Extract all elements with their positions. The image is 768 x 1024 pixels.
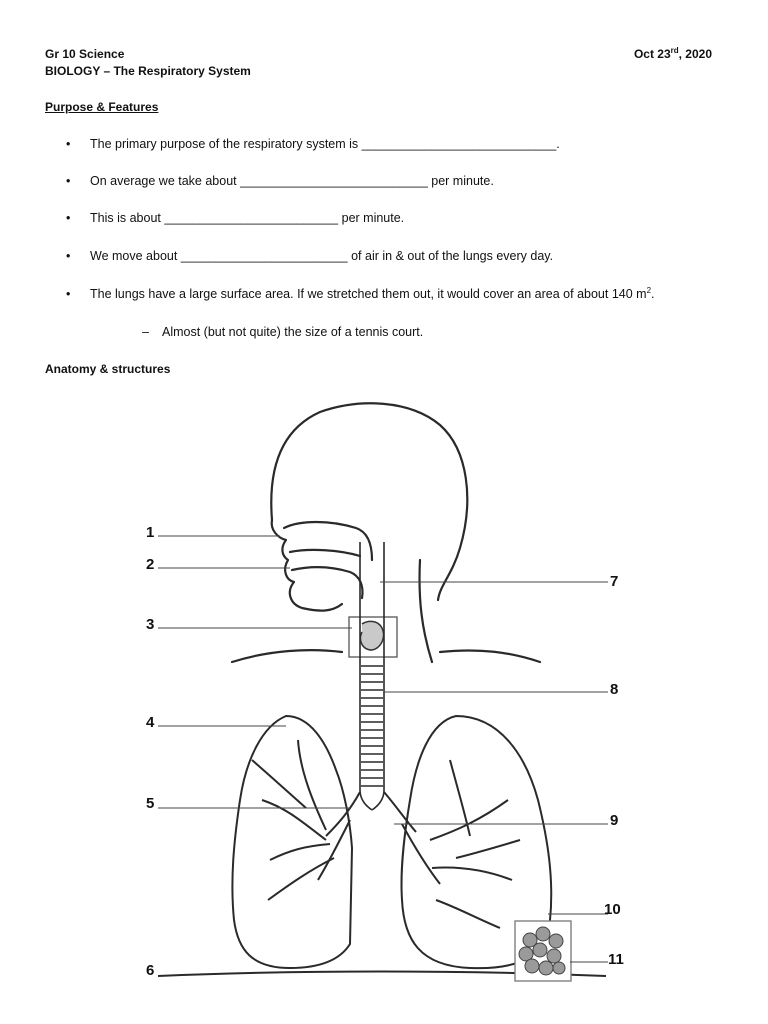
alveoli-cluster (519, 927, 565, 975)
date-superscript: rd (670, 46, 679, 55)
label-5: 5 (146, 795, 155, 812)
bullet-text: We move about ________________________ of air in & out of the lungs every day. (90, 249, 554, 263)
label-leader-lines (158, 536, 608, 962)
bullet-marker: • (66, 211, 71, 225)
date-prefix: Oct 23 (633, 47, 671, 61)
bullet-superscript: 2 (646, 285, 652, 295)
bullet-suffix: . (651, 287, 655, 301)
label-8: 8 (610, 681, 619, 698)
larynx-shape (360, 621, 383, 650)
bullet-marker: • (66, 249, 71, 263)
label-10: 10 (604, 901, 621, 918)
anatomy-section-title: Anatomy & structures (45, 362, 171, 376)
date-suffix: , 2020 (678, 47, 712, 61)
bullet-text: On average we take about ___________________________ per minute. (90, 174, 494, 188)
label-4: 4 (146, 714, 155, 731)
label-6: 6 (146, 962, 155, 979)
bullet-text: This is about _________________________ per minute. (90, 211, 405, 225)
bullet-marker: • (66, 137, 71, 151)
label-7: 7 (610, 573, 619, 590)
label-3: 3 (146, 616, 155, 633)
bullet-marker: • (66, 174, 71, 188)
sub-bullet-text: Almost (but not quite) the size of a tennis court. (162, 325, 424, 339)
bullet-text: The lungs have a large surface area. If we stretched them out, it would cover an area of about 140 m (90, 287, 647, 301)
sub-bullet-marker: – (142, 325, 149, 339)
bronchi (318, 792, 440, 884)
head-outline (232, 403, 540, 662)
unit-title: BIOLOGY – The Respiratory System (45, 64, 251, 78)
bullet-text: The primary purpose of the respiratory system is ____________________________. (90, 137, 560, 151)
course-name: Gr 10 Science (45, 47, 125, 61)
left-lung (232, 716, 352, 968)
label-9: 9 (610, 812, 619, 829)
purpose-section-title: Purpose & Features (45, 100, 159, 114)
bullet-marker: • (66, 287, 71, 301)
label-11: 11 (608, 951, 624, 968)
label-1: 1 (146, 524, 155, 541)
label-2: 2 (146, 556, 155, 573)
